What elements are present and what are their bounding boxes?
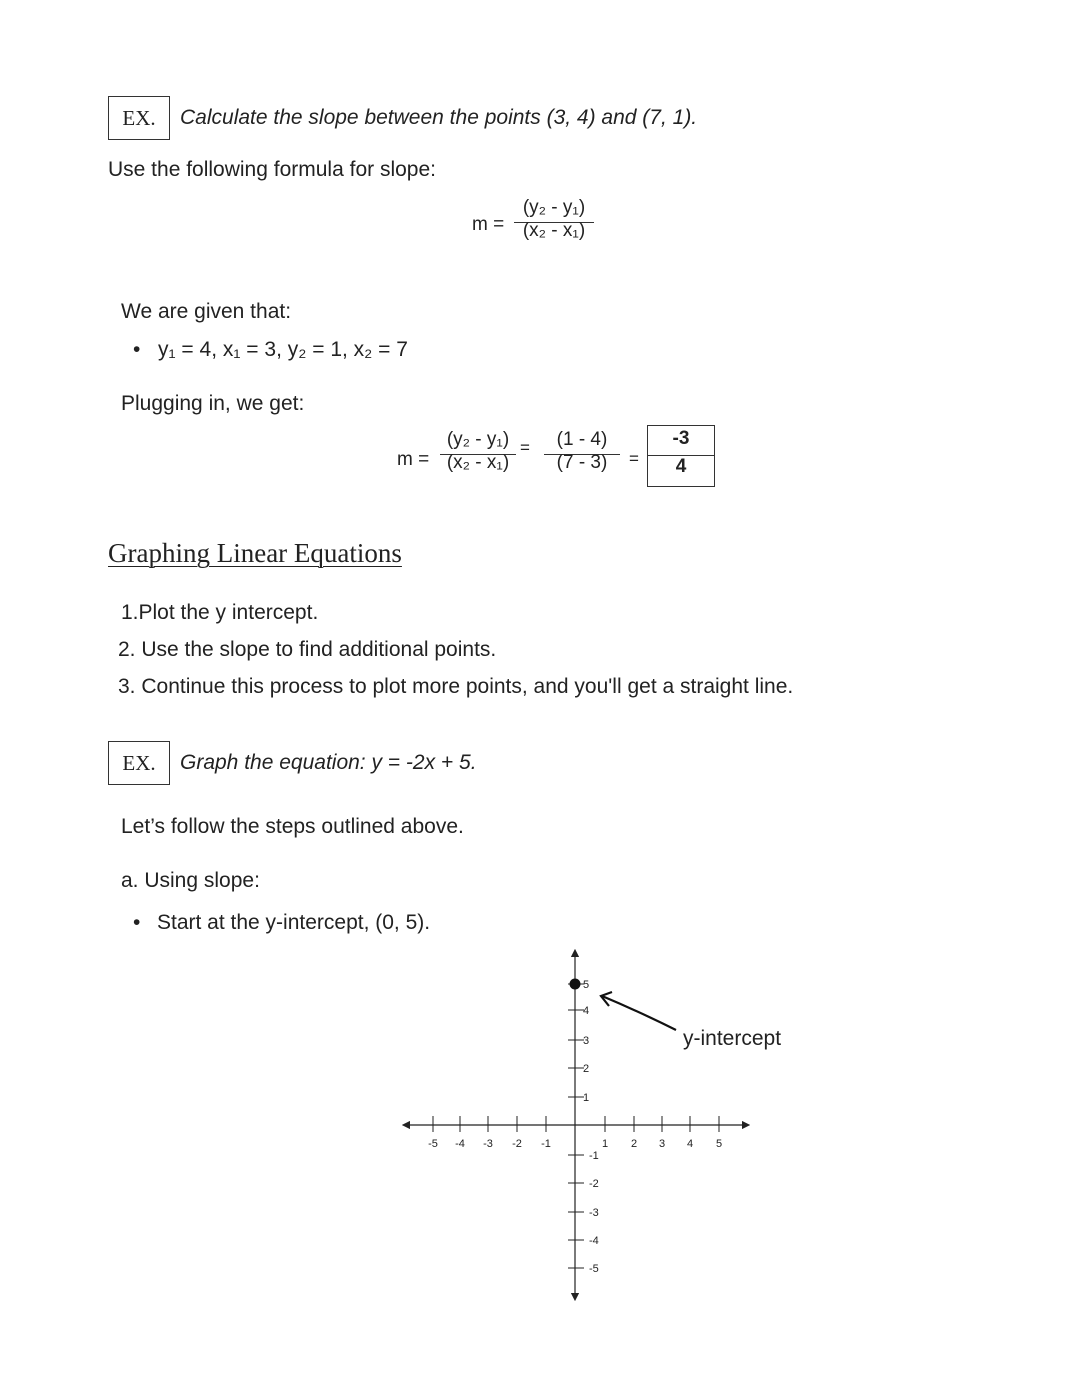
using-slope-label: a. Using slope: bbox=[121, 869, 260, 892]
plug-lhs: m = bbox=[397, 449, 430, 470]
given-values: y₁ = 4, x₁ = 3, y₂ = 1, x₂ = 7 bbox=[158, 338, 408, 361]
section-heading: Graphing Linear Equations bbox=[108, 538, 402, 568]
x-tick-label: 4 bbox=[686, 1138, 694, 1150]
plug-fraction-1: (y₂ - y₁) (x₂ - x₁) bbox=[440, 428, 516, 475]
follow-text: Let’s follow the steps outlined above. bbox=[121, 815, 464, 838]
given-intro: We are given that: bbox=[121, 300, 292, 323]
y-tick-label: -3 bbox=[589, 1207, 599, 1219]
x-tick-label: 2 bbox=[630, 1138, 638, 1150]
y-tick-label: 2 bbox=[583, 1063, 590, 1075]
y-tick-label: -4 bbox=[589, 1235, 599, 1247]
y-tick-label: 4 bbox=[583, 1005, 590, 1017]
step-1: 1.Plot the y intercept. bbox=[121, 601, 319, 624]
y-tick-label: 1 bbox=[583, 1092, 590, 1104]
plug-equals-2: = bbox=[629, 449, 639, 468]
y-ticks bbox=[568, 979, 599, 1275]
step-3: 3. Continue this process to plot more points, and you'll get a straight line. bbox=[118, 675, 794, 698]
x-tick-label: -3 bbox=[483, 1138, 493, 1150]
plug-fraction-2: (1 - 4) (7 - 3) bbox=[544, 428, 620, 475]
formula-denominator: (x₂ - x₁) bbox=[522, 220, 586, 241]
x-tick-label: 3 bbox=[658, 1138, 666, 1150]
plugging-intro: Plugging in, we get: bbox=[121, 392, 305, 415]
annotation-arrow bbox=[602, 996, 676, 1030]
x-tick-label: -4 bbox=[455, 1138, 465, 1150]
example-1-tag: EX. bbox=[108, 96, 170, 140]
formula-intro: Use the following formula for slope: bbox=[108, 158, 436, 181]
y-tick-label: 3 bbox=[583, 1035, 590, 1047]
annotation-label: y-intercept bbox=[683, 1027, 782, 1050]
x-tick-label: 5 bbox=[715, 1138, 723, 1150]
x-tick-label: -5 bbox=[428, 1138, 438, 1150]
y-intercept-point bbox=[570, 979, 581, 990]
bullet-dot: • bbox=[133, 911, 141, 934]
y-tick-label: 5 bbox=[583, 979, 590, 991]
example-2-prompt: Graph the equation: y = -2x + 5. bbox=[180, 751, 477, 774]
example-1-prompt: Calculate the slope between the points (3, 4) and (7, 1). bbox=[180, 106, 698, 129]
y-tick-label: -5 bbox=[589, 1263, 599, 1275]
answer-numerator: -3 bbox=[672, 428, 690, 449]
step-2: 2. Use the slope to find additional points. bbox=[118, 638, 497, 661]
start-bullet: Start at the y-intercept, (0, 5). bbox=[157, 911, 431, 934]
x-tick-label: -2 bbox=[512, 1138, 522, 1150]
answer-denominator: 4 bbox=[675, 456, 687, 477]
formula-lhs: m = bbox=[472, 214, 505, 235]
x-tick-label: 1 bbox=[601, 1138, 609, 1150]
y-tick-label: -1 bbox=[589, 1150, 599, 1162]
formula-numerator: (y₂ - y₁) bbox=[522, 197, 586, 218]
x-tick-label: -1 bbox=[541, 1138, 551, 1150]
example-2-tag: EX. bbox=[108, 741, 170, 785]
plug-equals-1: = bbox=[520, 438, 530, 457]
bullet-dot: • bbox=[133, 338, 141, 361]
y-tick-label: -2 bbox=[589, 1178, 599, 1190]
